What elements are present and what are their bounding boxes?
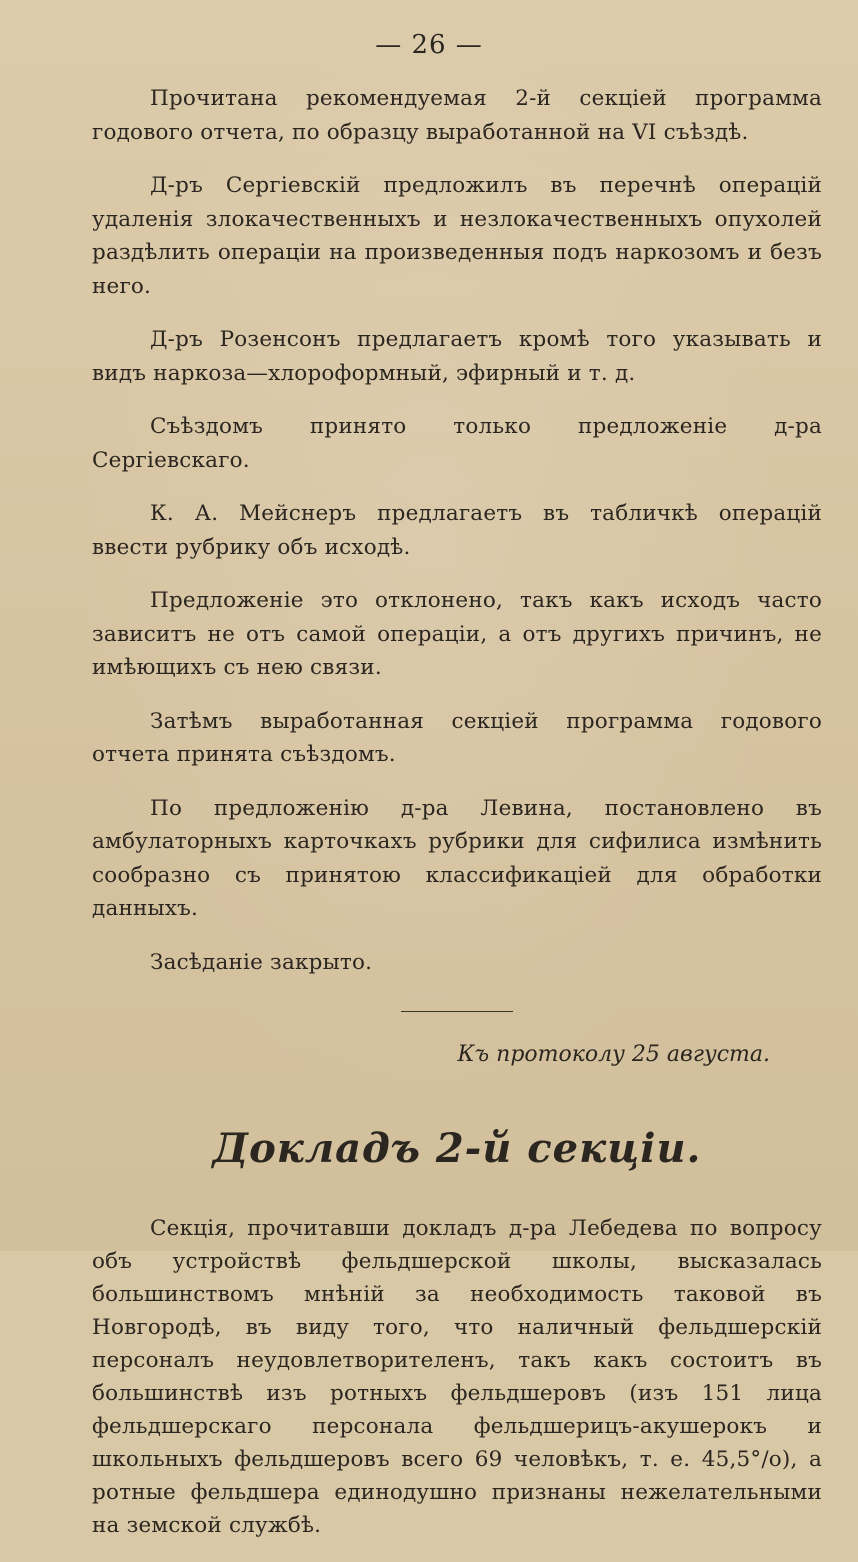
paragraph-6: Предложеніе это отклонено, такъ какъ исходъ часто зависитъ не отъ самой операціи, а отъ другихъ причинъ, не имѣющихъ съ нею связи.: [92, 588, 822, 680]
page-number: — 26 —: [375, 30, 483, 60]
separator-rule: [401, 1011, 513, 1012]
paragraph-4: Съѣздомъ принято только предложеніе д-ра Сергіевскаго.: [92, 414, 822, 473]
section-body: Секція, прочитавши докладъ д-ра Лебедева по вопросу объ устройствѣ фельдшерской школы, высказалась большинствомъ мнѣній за необходимость таковой въ Новгородѣ, въ виду того, что наличный фельдшерскій персоналъ неудовлетворителенъ, такъ какъ состоитъ въ большинствѣ изъ ротныхъ фельдшеровъ (изъ 151 лица фельдшерскаго персонала фельдшерицъ-акушерокъ и школьныхъ фельдшеровъ всего 69 человѣкъ, т. е. 45,5°/о), а ротные фельдшера единодушно признаны нежелательными на земской службѣ.: [92, 1216, 822, 1538]
paragraph-9: Засѣданіе закрыто.: [150, 949, 373, 975]
paragraph-5: К. А. Мейснеръ предлагаетъ въ табличкѣ операцій ввести рубрику объ исходѣ.: [92, 501, 822, 560]
page-content: [92, 82, 822, 1562]
paragraph-7: Затѣмъ выработанная секціей программа годового отчета принята съѣздомъ.: [92, 708, 822, 767]
section-title: Докладъ 2-й секціи.: [212, 1125, 702, 1172]
protocol-reference: Къ протоколу 25 августа.: [457, 1042, 770, 1067]
paragraph-2: Д-ръ Сергіевскій предложилъ въ перечнѣ операцій удаленія злокачественныхъ и незлокачественныхъ опухолей раздѣлить операціи на произведенныя подъ наркозомъ и безъ него.: [92, 173, 822, 299]
paragraph-8: По предложенію д-ра Левина, постановлено въ амбулаторныхъ карточкахъ рубрики для сифилиса измѣнить сообразно съ принятою классификаціей для обработки данныхъ.: [92, 795, 822, 921]
paragraph-1: Прочитана рекомендуемая 2-й секціей программа годового отчета, по образцу выработанной на VI съѣздѣ.: [92, 86, 822, 145]
paragraph-3: Д-ръ Розенсонъ предлагаетъ кромѣ того указывать и видъ наркоза—хлороформный, эфирный и т. д.: [92, 327, 822, 386]
